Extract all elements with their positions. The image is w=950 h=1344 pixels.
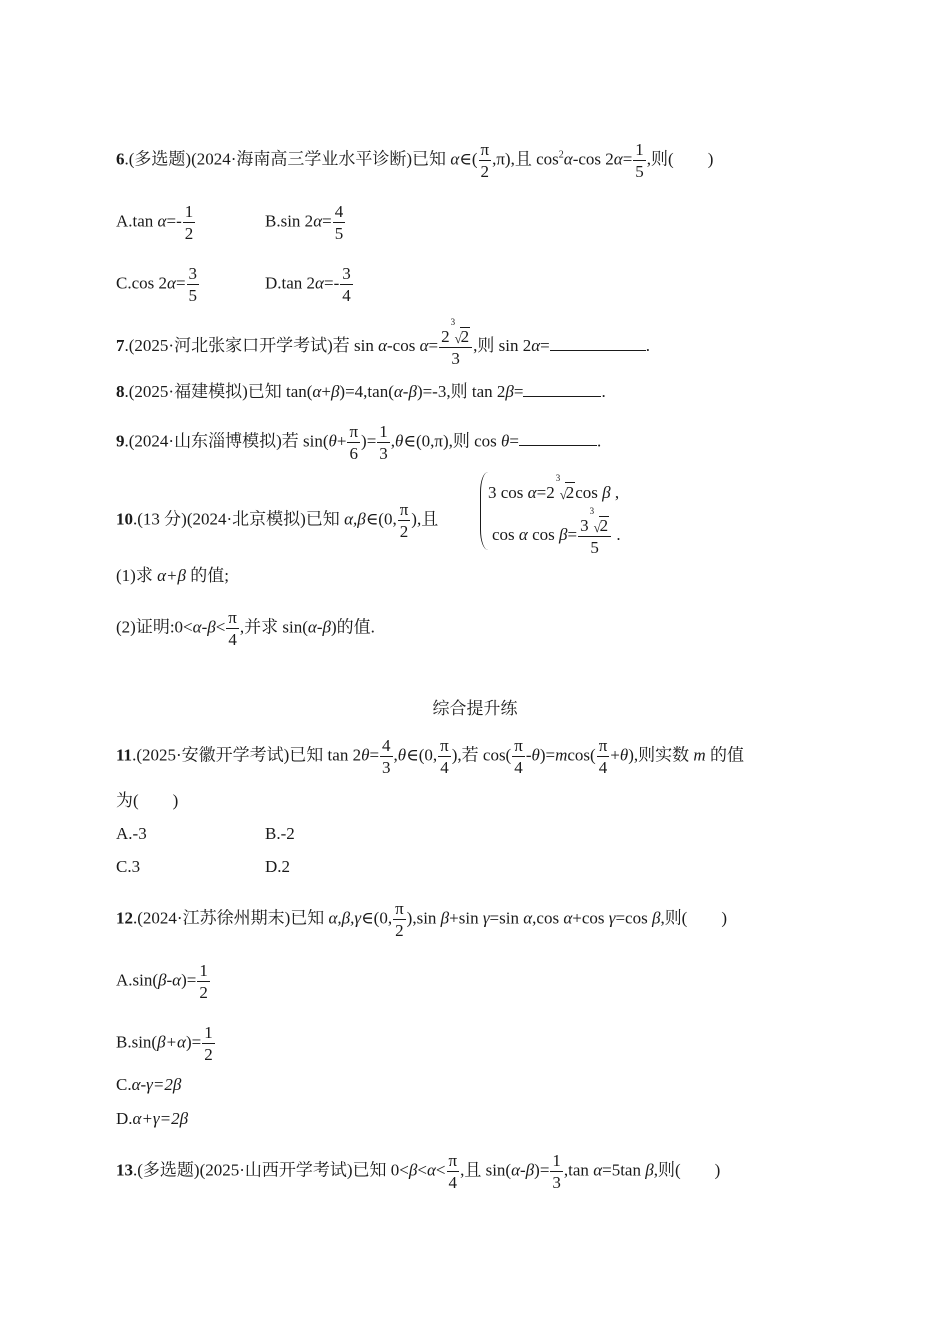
q11-stem (116, 737, 744, 776)
option-label: C.cos 2 (116, 273, 167, 293)
radical-sign: √ (593, 520, 601, 535)
den: 2 (395, 921, 404, 940)
q9-source: .(2024·山东淄博模拟)若 sin( (124, 431, 329, 451)
den: 5 (635, 162, 644, 181)
text: < (435, 1160, 446, 1180)
text: = (322, 211, 332, 231)
text: =2 (536, 483, 555, 502)
q13-source: .(多选题)(2025·山西开学考试)已知 0< (133, 1160, 409, 1180)
num: π (349, 422, 359, 441)
sym-theta: θ (395, 431, 404, 451)
sym-alpha: α (531, 335, 541, 355)
q6-number: 6 (116, 149, 125, 169)
sym-alpha: α (450, 149, 460, 169)
section-title: 综合提升练 (432, 699, 518, 719)
radical (555, 473, 576, 503)
num: π (399, 500, 409, 519)
frac-pi-2 (398, 501, 411, 540)
sym-alpha: α (613, 149, 623, 169)
q12-option-b[interactable]: B.sin(β+α)= $\frac{1}{2}$ (116, 1023, 213, 1064)
sym-beta: β (645, 1160, 654, 1180)
option-label: D. (116, 1109, 133, 1128)
q8-stem (116, 381, 606, 402)
text: ,并求 sin( (239, 617, 308, 637)
radical (450, 317, 471, 346)
num: 3 (188, 264, 198, 283)
den: 4 (342, 286, 351, 305)
q7-source: .(2025·河北张家口开学考试)若 sin (124, 335, 379, 355)
sym-theta: θ (397, 745, 407, 765)
text: 的值; (185, 566, 229, 585)
text: = (540, 335, 550, 355)
frac (333, 203, 346, 242)
text: ∈(0, (361, 908, 393, 928)
sym-expr: α-γ (131, 1075, 153, 1094)
q10-part-2 (116, 609, 375, 648)
sym-expr: =2β (159, 1109, 189, 1128)
den: 4 (440, 758, 449, 777)
q10-equation-system (480, 472, 650, 557)
num: 4 (382, 736, 391, 755)
sym-alpha: α (167, 273, 176, 293)
num: 1 (635, 140, 644, 159)
sym-alpha: α (527, 483, 537, 502)
sym-theta: θ (361, 745, 370, 765)
radicand: 2 (599, 516, 609, 535)
sym-alpha: α (563, 149, 573, 169)
option-label: B.sin( (116, 1032, 158, 1052)
q6-option-d[interactable] (265, 265, 354, 304)
sym-beta: β (330, 382, 340, 401)
den: 5 (334, 224, 344, 243)
text: ,则 sin 2 (473, 335, 532, 355)
sym-alpha: α (313, 211, 323, 231)
sym-theta: θ (328, 431, 337, 451)
answer-blank[interactable] (550, 335, 646, 351)
num: π (480, 140, 490, 159)
text: = (567, 524, 578, 544)
q12-stem (116, 900, 727, 939)
num: π (440, 736, 449, 755)
text: = (622, 149, 633, 169)
sym-expr: β+α (157, 1032, 186, 1052)
text: = (175, 273, 186, 293)
den: 4 (598, 758, 608, 777)
q9-number: 9 (116, 431, 125, 451)
text: ∈( (459, 149, 478, 169)
text: cos (527, 524, 560, 544)
q10-part-1 (116, 566, 229, 586)
den: 5 (590, 538, 599, 557)
sym-alpha: α (378, 335, 388, 355)
q11-option-d[interactable]: D.2 (265, 857, 291, 876)
num: 4 (334, 202, 344, 221)
den: 3 (379, 444, 388, 463)
text: < (417, 1160, 427, 1180)
q7-stem (116, 317, 650, 368)
frac (340, 265, 353, 304)
sym-theta: θ (619, 745, 629, 765)
text: - (402, 382, 409, 401)
num: π (395, 899, 404, 918)
q11-source: .(2025·安徽开学考试)已知 tan 2 (132, 745, 362, 765)
q12-option-d[interactable] (116, 1109, 188, 1129)
num: 1 (199, 961, 208, 980)
coef: 2 (441, 327, 450, 346)
text: cos( (567, 745, 596, 765)
answer-blank[interactable] (519, 430, 597, 446)
frac-1-5 (633, 141, 646, 180)
frac-2-cbrt2-3 (439, 317, 472, 368)
sym-alpha: α (563, 908, 573, 928)
text: ),若 cos( (451, 745, 512, 765)
frac-pi-2 (393, 900, 406, 939)
frac (187, 265, 200, 304)
sym-alpha: α (157, 211, 167, 231)
text: ,则( ) (646, 149, 714, 169)
option-label: D.tan 2 (265, 273, 316, 293)
sym-theta: θ (501, 431, 510, 451)
left-brace (480, 472, 488, 550)
num: π (448, 1151, 458, 1170)
text: = (509, 431, 519, 451)
sym-alpha: α (518, 524, 528, 544)
text: cos (492, 524, 519, 544)
text: + (336, 431, 347, 451)
sym-theta: θ (531, 745, 540, 765)
text: , (393, 745, 398, 765)
den: 5 (188, 286, 198, 305)
text: =- (166, 211, 182, 231)
sym-beta: β (559, 524, 568, 544)
den: 2 (204, 1045, 213, 1064)
radicand: 2 (460, 327, 470, 346)
radical-index: 3 (589, 506, 595, 516)
text: - (525, 745, 532, 765)
den: 2 (399, 522, 409, 541)
q10-source: .(13 分)(2024·北京模拟)已知 (133, 509, 345, 529)
text: , (390, 431, 396, 451)
option-label: A.sin( (116, 970, 159, 990)
q11-number: 11 (116, 745, 133, 765)
text: =sin (489, 908, 524, 928)
sym-expr: α-β (192, 617, 216, 637)
sym-expr: α-β (511, 1160, 535, 1180)
option-label: A.tan (116, 211, 158, 231)
sym-expr: =2β (152, 1075, 182, 1094)
text: < (215, 617, 226, 637)
sym-beta: β (651, 908, 661, 928)
num: 1 (379, 422, 388, 441)
frac-1-3 (550, 1152, 563, 1191)
q11-stem-line2: 为( ) (116, 791, 179, 810)
text: ,且 sin( (460, 1160, 512, 1180)
q6-source: .(多选题)(2024·海南高三学业水平诊断)已知 (124, 149, 447, 169)
sym-m: m (555, 745, 568, 765)
frac-1-2 (197, 962, 210, 1001)
text: ,π),且 cos (492, 149, 559, 169)
q13-stem (116, 1152, 720, 1191)
frac-pi-4 (512, 737, 525, 776)
text: )的值. (330, 617, 375, 637)
text: ,则( ) (660, 908, 728, 928)
radical-index: 3 (555, 473, 561, 483)
q10-stem (116, 501, 438, 540)
text: . (612, 524, 621, 544)
sym-alpha: α (315, 273, 324, 293)
radical (589, 506, 610, 535)
q6-option-a[interactable] (116, 203, 196, 242)
answer-blank[interactable] (523, 381, 601, 397)
sym-expr: α+β (157, 566, 186, 585)
text: ),则实数 (628, 745, 694, 765)
den: 4 (228, 630, 237, 649)
text: )= (361, 431, 377, 451)
num (439, 317, 472, 348)
den: 2 (480, 162, 490, 181)
text: +cos (572, 908, 609, 928)
text: . (645, 335, 650, 355)
q6-stem (116, 141, 713, 180)
den: 3 (552, 1173, 561, 1192)
sym-gamma: γ (608, 908, 616, 928)
coef: 3 (580, 516, 589, 535)
text: , (610, 483, 620, 502)
num (578, 506, 611, 537)
sym-expr: α+γ (132, 1109, 160, 1128)
frac-pi-6 (347, 423, 360, 462)
text: )=4,tan( (339, 382, 394, 401)
sym-expr: α-β (307, 617, 331, 637)
text: (2)证明:0< (116, 617, 193, 637)
superscript: 2 (558, 149, 564, 161)
text: )=-3,则 tan 2 (416, 382, 506, 401)
system-row-1 (488, 473, 620, 503)
den: 2 (199, 983, 208, 1002)
option-label: B.sin 2 (265, 211, 314, 231)
frac-1-3 (377, 423, 390, 462)
system-row-2 (492, 506, 621, 557)
frac-pi-4 (597, 737, 610, 776)
q8-number: 8 (116, 382, 125, 401)
text: ,tan (563, 1160, 594, 1180)
num: π (598, 736, 608, 755)
radicand: 2 (565, 483, 575, 502)
q11-option-b[interactable]: B.-2 (265, 824, 295, 843)
sym-beta: β (408, 382, 417, 401)
text: -cos 2 (572, 149, 614, 169)
text: 的值 (705, 745, 744, 765)
text: + (321, 382, 331, 401)
text: )= (539, 745, 556, 765)
text: ∈(0,π),则 cos (403, 431, 502, 451)
num: 3 (342, 264, 351, 283)
den: 3 (382, 758, 391, 777)
num: 1 (184, 202, 194, 221)
sym-expr: β-α (158, 970, 182, 990)
text: ),sin (406, 908, 441, 928)
den: 2 (184, 224, 194, 243)
text: = (369, 745, 380, 765)
text: . (597, 431, 602, 451)
frac-4-3 (380, 737, 393, 776)
q13-number: 13 (116, 1160, 133, 1180)
frac-pi-4 (438, 737, 451, 776)
text: (1)求 (116, 566, 158, 585)
text: + (610, 745, 620, 765)
sym-alpha-beta-gamma: α,β,γ (328, 908, 362, 928)
q9-stem (116, 423, 601, 462)
text: =cos (615, 908, 652, 928)
den: 3 (451, 349, 460, 368)
frac (183, 203, 196, 242)
text: +sin (449, 908, 483, 928)
den: 4 (514, 758, 523, 777)
sym-alpha: α (426, 1160, 436, 1180)
q11-option-a[interactable]: A.-3 (116, 824, 147, 843)
sym-alpha-beta: α,β (344, 509, 366, 529)
sym-alpha: α (393, 382, 403, 401)
num: π (228, 608, 237, 627)
q10-number: 10 (116, 509, 133, 529)
q6-option-c[interactable] (116, 265, 200, 304)
text: ∈(0, (406, 745, 438, 765)
q7-number: 7 (116, 335, 125, 355)
text: ),且 (411, 509, 439, 529)
radical-sign: √ (559, 487, 567, 502)
q12-source: .(2024·江苏徐州期末)已知 (133, 908, 329, 928)
radical-sign: √ (454, 331, 462, 346)
text: . (601, 382, 606, 401)
text: 3 cos (488, 483, 528, 502)
sym-beta: β (505, 382, 514, 401)
text: ∈(0, (365, 509, 397, 529)
text: )= (534, 1160, 550, 1180)
sym-gamma: γ (482, 908, 490, 928)
den: 4 (448, 1173, 458, 1192)
text: ,则( ) (653, 1160, 721, 1180)
frac-1-2 (202, 1024, 215, 1063)
sym-beta: β (408, 1160, 418, 1180)
num: 1 (552, 1151, 561, 1170)
radical-index: 3 (450, 317, 456, 327)
q6-option-b[interactable] (265, 203, 346, 242)
sym-beta: β (602, 483, 611, 502)
den: 6 (349, 444, 358, 463)
frac-3-cbrt2-5 (578, 506, 611, 557)
text: =- (323, 273, 340, 293)
text: -cos (387, 335, 420, 355)
q12-option-c[interactable] (116, 1075, 181, 1095)
sym-alpha: α (419, 335, 429, 355)
frac-pi-4 (226, 609, 239, 648)
num: π (514, 736, 523, 755)
text: =5tan (602, 1160, 646, 1180)
sym-alpha: α (523, 908, 533, 928)
q11-option-c[interactable]: C.3 (116, 857, 141, 876)
sym-alpha: α (593, 1160, 603, 1180)
sym-m: m (693, 745, 706, 765)
sym-alpha: α (312, 382, 322, 401)
text: = (428, 335, 439, 355)
option-label: C. (116, 1075, 132, 1094)
q12-option-a[interactable]: A.sin(β-α)= $\frac{1}{2}$ (116, 961, 208, 1002)
q8-source: .(2025·福建模拟)已知 tan( (124, 382, 313, 401)
text: ,cos (532, 908, 564, 928)
num: 1 (204, 1023, 213, 1042)
text: cos (575, 483, 603, 502)
text: = (513, 382, 524, 401)
frac-pi-4 (447, 1152, 460, 1191)
q12-number: 12 (116, 908, 133, 928)
frac-pi-2 (479, 141, 492, 180)
sym-beta: β (440, 908, 450, 928)
